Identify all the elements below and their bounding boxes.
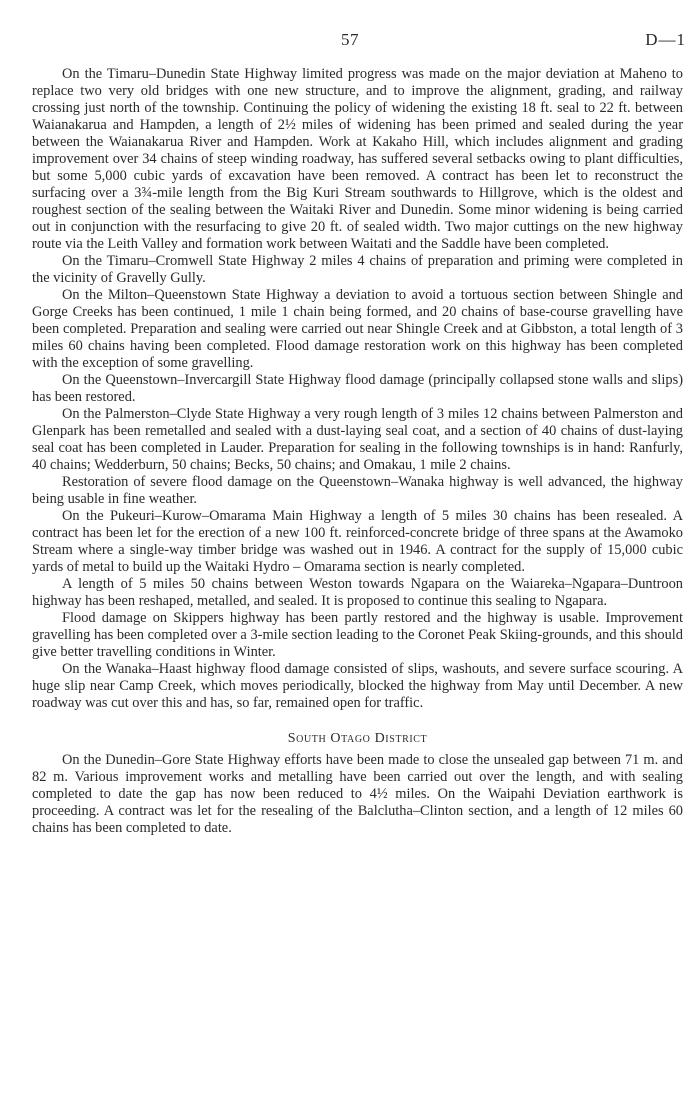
paragraph-milton-queenstown: On the Milton–Queenstown State Highway a deviation to avoid a tortuous section between Shingle and Gorge Creeks has been continued, 1 mile 1 chain being formed, and 20 chains of base-course gravelling have been completed. Preparation and sealing were carried out near Shingle Creek and at Gibbston, a total length of 3 miles 60 chains having been completed. Flood damage restoration work on this highway has been completed with the exception of some gravelling. <box>32 287 683 371</box>
paragraph-pukeuri-kurow-omarama: On the Pukeuri–Kurow–Omarama Main Highway a length of 5 miles 30 chains has been resealed. A contract has been let for the erection of a new 100 ft. reinforced-concrete bridge of three spans at the Awamoko Stream where a single-way timber bridge was washed out in 1946. A contract for the supply of 15,000 cubic yards of metal to build up the Waitaki Hydro – Omarama section is nearly completed. <box>32 508 683 575</box>
page-number: 57 <box>341 30 359 49</box>
document-reference: D—1 <box>645 30 686 49</box>
paragraph-queenstown-invercargill: On the Queenstown–Invercargill State Highway flood damage (principally collapsed stone walls and slips) has been restored. <box>32 372 683 405</box>
paragraph-timaru-cromwell: On the Timaru–Cromwell State Highway 2 miles 4 chains of preparation and priming were completed in the vicinity of Gravelly Gully. <box>32 253 683 286</box>
paragraph-dunedin-gore: On the Dunedin–Gore State Highway efforts have been made to close the unsealed gap between 71 m. and 82 m. Various improvement works and metalling have been carried out over the length, and with sealing completed to date the gap has now been reduced to 4½ miles. On the Waipahi Deviation earthwork is proceeding. A contract was let for the resealing of the Balclutha–Clinton section, and a length of 12 miles 60 chains has been completed to date. <box>32 752 683 836</box>
paragraph-weston-ngapara: A length of 5 miles 50 chains between Weston towards Ngapara on the Waiareka–Ngapara–Duntroon highway has been reshaped, metalled, and sealed. It is proposed to continue this sealing to Ngapara. <box>32 576 683 609</box>
paragraph-palmerston-clyde: On the Palmerston–Clyde State Highway a very rough length of 3 miles 12 chains between Palmerston and Glenpark has been remetalled and sealed with a dust-laying seal coat, and a section of 40 chains of dust-laying seal coat has been completed in Lauder. Preparation for sealing in the following townships is in hand: Ranfurly, 40 chains; Wedderburn, 50 chains; Becks, 50 chains; and Omakau, 1 mile 2 chains. <box>32 406 683 473</box>
paragraph-timaru-dunedin: On the Timaru–Dunedin State Highway limited progress was made on the major deviation at Maheno to replace two very old bridges with one new structure, and to improve the alignment, grading, and railway crossing just north of the township. Continuing the policy of widening the existing 18 ft. seal to 22 ft. between Waianakarua and Hampden, a length of 2½ miles of widening has been primed and sealed during the year between the Waianakarua River and Hampden. Work at Kakaho Hill, which includes alignment and grading improvement over 34 chains of steep winding roadway, has suffered several setbacks owing to plant difficulties, but some 5,000 cubic yards of excavation have been removed. A contract has been let to reconstruct the surfacing over a 3¾-mile length from the Big Kuri Stream southwards to Hillgrove, which is the oldest and roughest section of the sealing between the Waitaki River and Dunedin. Some minor widening is being carried out in conjunction with the resurfacing to give 20 ft. of sealed width. Two major cuttings on the new highway route via the Leith Valley and formation work between Waitati and the Saddle have been completed. <box>32 66 683 252</box>
body-text <box>32 66 683 837</box>
section-heading-south-otago: South Otago District <box>287 731 428 746</box>
paragraph-wanaka-haast: On the Wanaka–Haast highway flood damage consisted of slips, washouts, and severe surface scouring. A huge slip near Camp Creek, which moves periodically, blocked the highway from May until December. A new roadway was cut over this and has, so far, remained open for traffic. <box>32 661 683 711</box>
paragraph-skippers: Flood damage on Skippers highway has been partly restored and the highway is usable. Improvement gravelling has been completed over a 3-mile section leading to the Coronet Peak Skiing-grounds, and this should give better travelling conditions in Winter. <box>32 610 683 660</box>
paragraph-queenstown-wanaka: Restoration of severe flood damage on the Queenstown–Wanaka highway is well advanced, the highway being usable in fine weather. <box>32 474 683 507</box>
